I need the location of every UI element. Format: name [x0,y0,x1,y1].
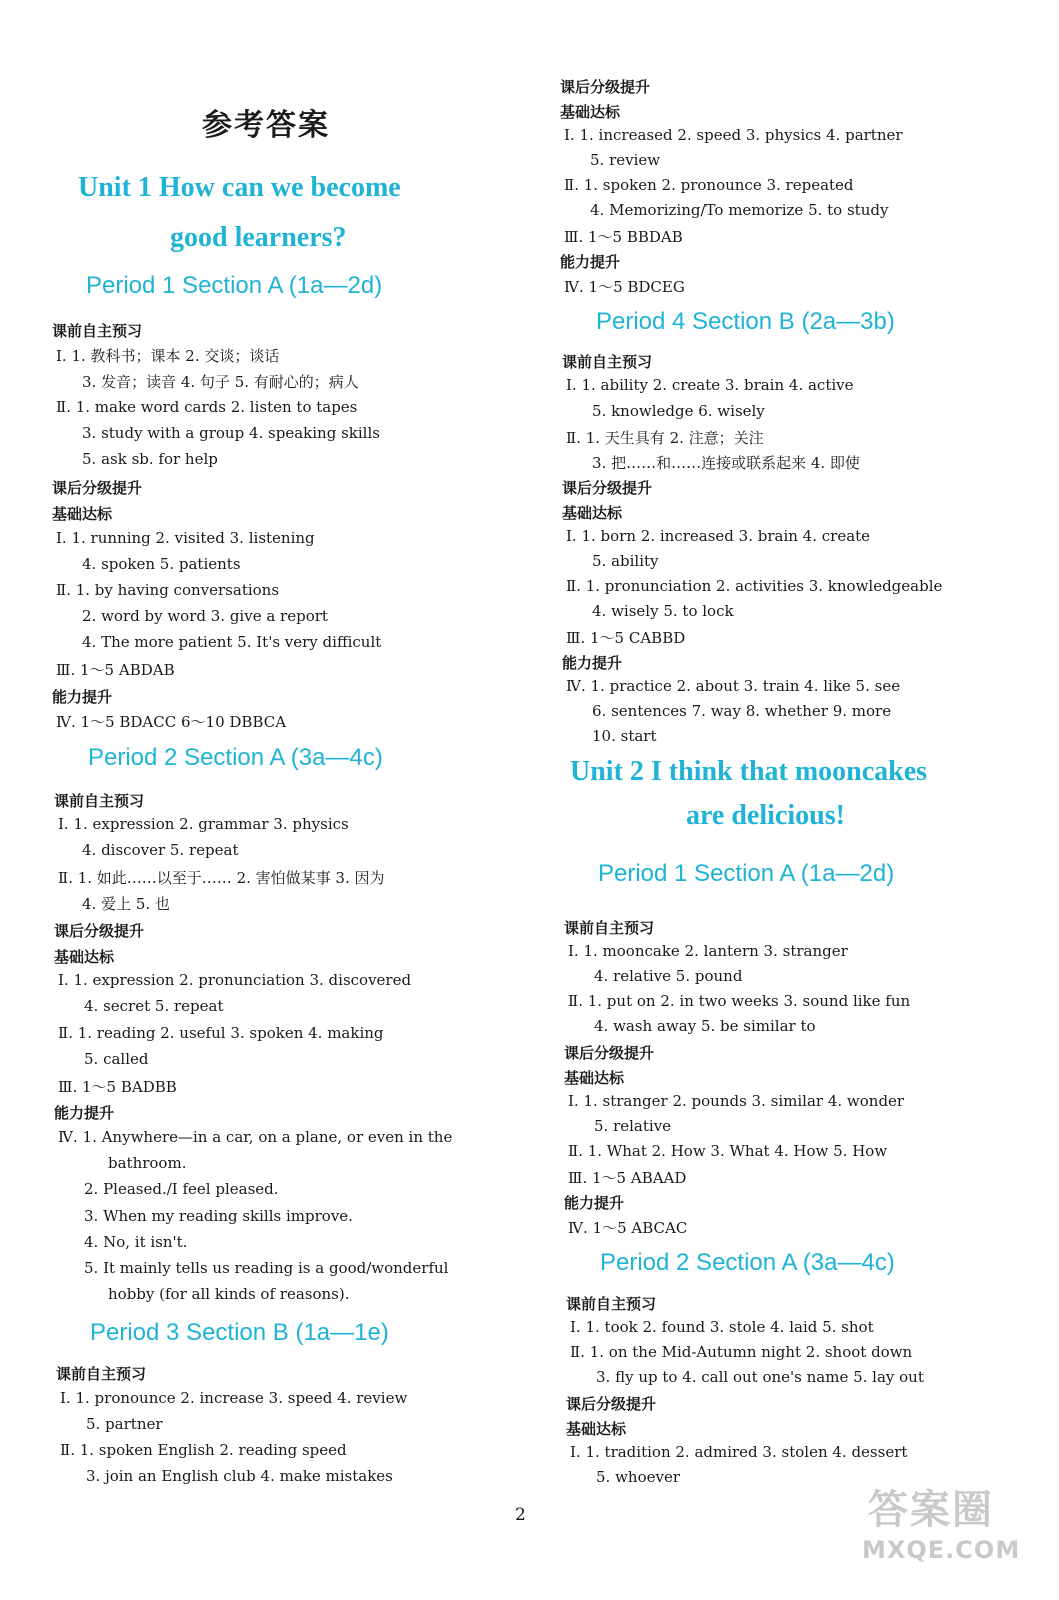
section-label: 能力提升 [560,253,621,271]
answer-line: 4. 爱上 5. 也 [82,895,170,913]
answer-line: 5. ability [592,552,659,570]
answer-line: Ⅳ. 1. practice 2. about 3. train 4. like 5. see [566,677,901,695]
answer-line: 6. sentences 7. way 8. whether 9. more [592,702,892,720]
watermark-url: MXQE.COM [862,1536,1021,1564]
section-label: 课前自主预习 [52,322,143,340]
answer-line: Ⅱ. 1. put on 2. in two weeks 3. sound like fun [568,992,911,1010]
section-label: 基础达标 [564,1069,625,1087]
answer-line: Ⅱ. 1. reading 2. useful 3. spoken 4. making [58,1024,384,1042]
answer-line: Ⅲ. 1～5 BBDAB [564,228,683,246]
answer-line: Ⅱ. 1. What 2. How 3. What 4. How 5. How [568,1142,888,1160]
section-label: 能力提升 [52,688,113,706]
answer-line: Ⅰ. 1. mooncake 2. lantern 3. stranger [568,942,848,960]
unit-heading: Unit 2 I think that mooncakes [570,756,928,787]
period-heading: Period 2 Section A (3a—4c) [88,744,383,771]
answer-line: 4. wash away 5. be similar to [594,1017,816,1035]
answer-line: 4. wisely 5. to lock [592,602,734,620]
answer-line: 3. join an English club 4. make mistakes [86,1467,393,1485]
answer-line: 4. Memorizing/To memorize 5. to study [590,201,889,219]
answer-line: 4. No, it isn't. [84,1233,188,1251]
answer-line: 5. called [84,1050,149,1068]
answer-line: Ⅲ. 1～5 ABDAB [56,661,175,679]
section-label: 课后分级提升 [52,479,143,497]
section-label: 基础达标 [54,948,115,966]
page-number: 2 [515,1505,526,1525]
answer-line: Ⅰ. 1. expression 2. grammar 3. physics [58,815,349,833]
answer-line: 10. start [592,727,657,745]
answer-line: Ⅲ. 1～5 CABBD [566,629,686,647]
answer-line: bathroom. [108,1154,187,1172]
answer-line: Ⅰ. 1. born 2. increased 3. brain 4. create [566,527,871,545]
answer-line: Ⅲ. 1～5 ABAAD [568,1169,687,1187]
answer-line: 5. whoever [596,1468,681,1486]
answer-line: 4. relative 5. pound [594,967,743,985]
answer-line: Ⅰ. 1. took 2. found 3. stole 4. laid 5. shot [570,1318,874,1336]
unit-heading: good learners? [170,222,347,253]
unit-heading: Unit 1 How can we become [78,172,401,203]
page-title: 参考答案 [202,108,330,143]
answer-line: 3. 把……和……连接或联系起来 4. 即使 [592,454,860,472]
answer-line: 2. Pleased./I feel pleased. [84,1180,279,1198]
section-label: 基础达标 [566,1420,627,1438]
section-label: 基础达标 [560,103,621,121]
section-label: 课后分级提升 [566,1395,657,1413]
answer-line: Ⅰ. 1. 教科书；课本 2. 交谈；谈话 [56,347,280,365]
answer-line: Ⅳ. 1～5 BDCEG [564,278,685,296]
section-label: 基础达标 [562,504,623,522]
answer-line: hobby (for all kinds of reasons). [108,1285,350,1303]
answer-line: 2. word by word 3. give a report [82,607,328,625]
answer-line: Ⅳ. 1. Anywhere—in a car, on a plane, or even in the [58,1128,453,1146]
answer-line: Ⅱ. 1. spoken 2. pronounce 3. repeated [564,176,854,194]
answer-line: Ⅰ. 1. stranger 2. pounds 3. similar 4. wonder [568,1092,905,1110]
answer-line: Ⅰ. 1. running 2. visited 3. listening [56,529,315,547]
answer-line: Ⅳ. 1～5 ABCAC [568,1219,688,1237]
section-label: 课后分级提升 [562,479,653,497]
answer-line: 4. spoken 5. patients [82,555,241,573]
answer-line: Ⅳ. 1～5 BDACC 6～10 DBBCA [56,713,287,731]
answer-line: 4. discover 5. repeat [82,841,239,859]
section-label: 能力提升 [54,1104,115,1122]
answer-line: 3. 发音；读音 4. 句子 5. 有耐心的；病人 [82,373,359,391]
answer-line: 5. knowledge 6. wisely [592,402,765,420]
watermark-logo: 答案圈 [868,1487,994,1533]
section-label: 课前自主预习 [562,353,653,371]
section-label: 课前自主预习 [56,1365,147,1383]
answer-line: Ⅱ. 1. make word cards 2. listen to tapes [56,398,358,416]
section-label: 能力提升 [564,1194,625,1212]
answer-line: Ⅱ. 1. spoken English 2. reading speed [60,1441,347,1459]
answer-line: Ⅰ. 1. expression 2. pronunciation 3. discovered [58,971,412,989]
answer-line: 5. It mainly tells us reading is a good/wonderful [84,1259,449,1277]
answer-line: 5. review [590,151,661,169]
section-label: 能力提升 [562,654,623,672]
period-heading: Period 3 Section B (1a—1e) [90,1319,389,1346]
period-heading: Period 2 Section A (3a—4c) [600,1249,895,1276]
answer-line: Ⅱ. 1. 天生具有 2. 注意；关注 [566,429,764,447]
answer-line: Ⅰ. 1. tradition 2. admired 3. stolen 4. dessert [570,1443,908,1461]
answer-line: Ⅰ. 1. ability 2. create 3. brain 4. active [566,376,854,394]
section-label: 课后分级提升 [54,922,145,940]
answer-line: Ⅱ. 1. pronunciation 2. activities 3. knowledgeable [566,577,943,595]
answer-line: Ⅰ. 1. pronounce 2. increase 3. speed 4. review [60,1389,408,1407]
period-heading: Period 1 Section A (1a—2d) [86,272,383,299]
answer-line: 5. partner [86,1415,163,1433]
answer-line: Ⅱ. 1. 如此……以至于…… 2. 害怕做某事 3. 因为 [58,869,385,887]
period-heading: Period 4 Section B (2a—3b) [596,308,895,335]
answer-line: 3. fly up to 4. call out one's name 5. lay out [596,1368,924,1386]
unit-heading: are delicious! [686,800,845,831]
answer-line: Ⅰ. 1. increased 2. speed 3. physics 4. partner [564,126,903,144]
period-heading: Period 1 Section A (1a—2d) [598,860,895,887]
answer-line: 4. secret 5. repeat [84,997,224,1015]
section-label: 课前自主预习 [566,1295,657,1313]
answer-line: 5. ask sb. for help [82,450,218,468]
answer-line: 4. The more patient 5. It's very difficult [82,633,382,651]
section-label: 课后分级提升 [564,1044,655,1062]
section-label: 课后分级提升 [560,78,651,96]
answer-line: Ⅱ. 1. on the Mid-Autumn night 2. shoot down [570,1343,913,1361]
answer-line: Ⅱ. 1. by having conversations [56,581,280,599]
answer-line: 3. When my reading skills improve. [84,1207,353,1225]
section-label: 课前自主预习 [54,792,145,810]
section-label: 基础达标 [52,505,113,523]
answer-line: 3. study with a group 4. speaking skills [82,424,380,442]
answer-line: 5. relative [594,1117,672,1135]
answer-line: Ⅲ. 1～5 BADBB [58,1078,177,1096]
section-label: 课前自主预习 [564,919,655,937]
